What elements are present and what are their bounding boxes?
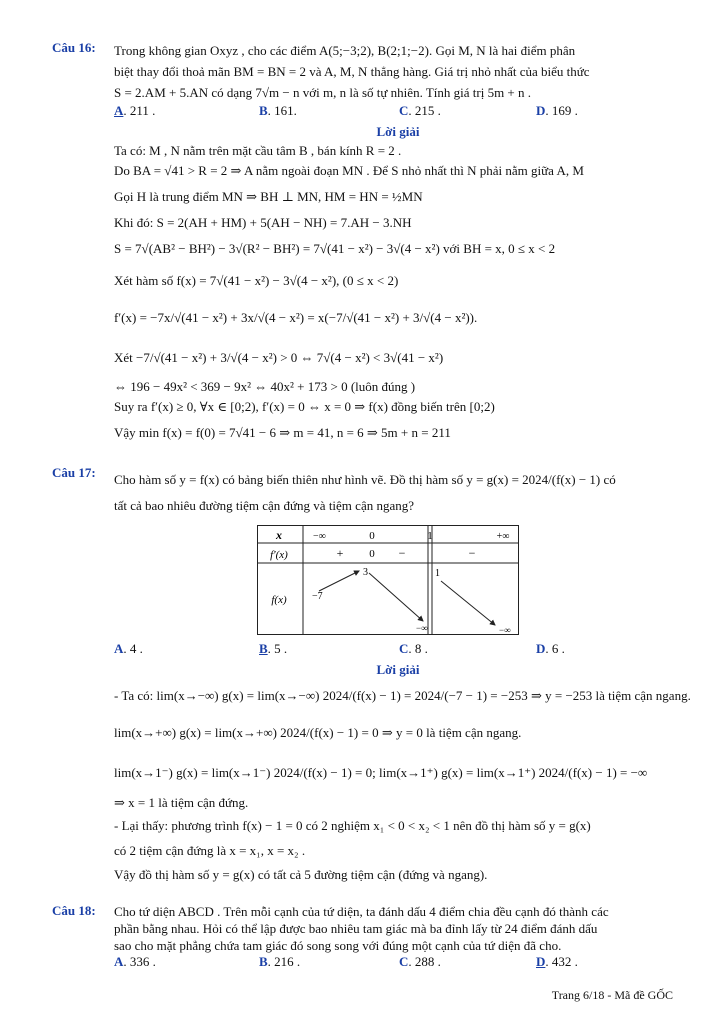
solution-line: - Ta có: lim(x→−∞) g(x) = lim(x→−∞) 2024/(f(x) − 1) = 2024/(−7 − 1) = −253 ⇒ y = −253 là tiệm cận ngang. [114, 688, 691, 703]
stem-line: biệt thay đổi thoả mãn BM = BN = 2 và A, M, N thẳng hàng. Giá trị nhỏ nhất của biểu thức [114, 64, 590, 79]
option-b[interactable]: B. 216 . [259, 954, 301, 969]
option-a[interactable]: A. 336 . [114, 954, 156, 969]
option-c[interactable]: C. 215 . [399, 103, 441, 118]
stem-line: S = 2.AM + 5.AN có dạng 7√m − n với m, n là số tự nhiên. Tính giá trị 5m + n . [114, 85, 532, 100]
question-stem [114, 40, 682, 103]
stem-line: tất cả bao nhiêu đường tiệm cận đứng và tiệm cận ngang? [114, 498, 415, 513]
solution-line: S = 7√(AB² − BH²) − 3√(R² − BH²) = 7√(41 − x²) − 3√(4 − x²) với BH = x, 0 ≤ x < 2 [114, 241, 556, 256]
option-c[interactable]: C. 8 . [399, 641, 428, 656]
table-x-zero: 0 [369, 530, 375, 542]
solution-title: Lời giải [376, 662, 420, 677]
table-fp-zero: 0 [369, 548, 375, 560]
page-footer: Trang 6/18 - Mã đề GỐC [551, 988, 673, 1002]
table-fp-plus: + [336, 546, 344, 560]
table-x-pos-inf: +∞ [496, 531, 510, 542]
solution-line: Xét hàm số f(x) = 7√(41 − x²) − 3√(4 − x²), (0 ≤ x < 2) [114, 273, 399, 288]
solution-line: có 2 tiệm cận đứng là x = x₁, x = x₂ . [114, 843, 306, 858]
solution-line: lim(x→1⁻) g(x) = lim(x→1⁻) 2024/(f(x) − 1) = 0; lim(x→1⁺) g(x) = lim(x→1⁺) 2024/(f(x) − 1) = −∞ [114, 765, 648, 780]
solution-line: Gọi H là trung điểm MN ⇒ BH ⊥ MN, HM = HN = ½MN [114, 189, 423, 204]
table-x-neg-inf: −∞ [313, 531, 326, 542]
table-x-label: x [276, 528, 282, 542]
question-17 [52, 465, 691, 887]
stem-line: Cho tứ diện ABCD . Trên mỗi cạnh của tứ diện, ta đánh dấu 4 điểm chia đều cạnh đó thành các [114, 904, 609, 919]
table-f-left: −7 [312, 591, 323, 602]
table-f-end: −∞ [499, 625, 511, 635]
question-label: Câu 18: [52, 903, 96, 918]
option-d[interactable]: D. 6 . [536, 641, 565, 656]
option-b[interactable]: B. 161. [259, 103, 297, 118]
answer-options [114, 103, 682, 123]
question-stem [114, 465, 682, 517]
answer-options [114, 641, 682, 661]
question-16 [52, 40, 682, 449]
question-18 [52, 903, 682, 974]
answer-options [114, 954, 682, 974]
option-a[interactable]: A. 211 . [114, 103, 156, 118]
variation-table [257, 525, 519, 635]
table-arrow-down-left [369, 573, 423, 621]
option-d[interactable]: D. 169 . [536, 103, 578, 118]
solution-line: f′(x) = −7x/√(41 − x²) + 3x/√(4 − x²) = x(−7/√(41 − x²) + 3/√(4 − x²)). [114, 310, 478, 325]
solution-line: lim(x→+∞) g(x) = lim(x→+∞) 2024/(f(x) − 1) = 0 ⇒ y = 0 là tiệm cận ngang. [114, 725, 522, 740]
solution-line: ⇒ x = 1 là tiệm cận đứng. [114, 795, 249, 810]
solution-line: Ta có: M , N nằm trên mặt cầu tâm B , bán kính R = 2 . [114, 143, 402, 158]
solution-line: Khi đó: S = 2(AH + HM) + 5(AH − NH) = 7.AH − 3.NH [114, 215, 412, 230]
table-f-label: f(x) [271, 594, 287, 606]
stem-line: sao cho mặt phẳng chứa tam giác đó song song với đúng một cạnh của tứ diện đã cho. [114, 938, 562, 953]
solution-body [52, 141, 682, 449]
option-c[interactable]: C. 288 . [399, 954, 441, 969]
solution-line: Suy ra f′(x) ≥ 0, ∀x ∈ [0;2), f′(x) = 0 ⇔ x = 0 ⇒ f(x) đồng biến trên [0;2) [114, 399, 495, 414]
solution-body [52, 679, 691, 887]
stem-line: phần bằng nhau. Hỏi có thể lập được bao nhiêu tam giác mà ba đỉnh lấy từ 24 điểm đánh dấu [114, 921, 598, 936]
solution-line: Vậy min f(x) = f(0) = 7√41 − 6 ⇒ m = 41, n = 6 ⇒ 5m + n = 211 [114, 425, 451, 440]
solution-line: - Lại thấy: phương trình f(x) − 1 = 0 có 2 nghiệm x₁ < 0 < x₂ < 1 nên đồ thị hàm số y = g(x) [114, 818, 591, 833]
table-f-max: 3 [363, 567, 368, 578]
table-fprime-label: f′(x) [270, 549, 288, 561]
stem-line: Trong không gian Oxyz , cho các điểm A(5;−3;2), B(2;1;−2). Gọi M, N là hai điểm phân [114, 43, 576, 58]
solution-line: Xét −7/√(41 − x²) + 3/√(4 − x²) > 0 ⇔ 7√(4 − x²) < 3√(41 − x²) [114, 350, 444, 365]
solution-line: ⇔ 196 − 49x² < 369 − 9x² ⇔ 40x² + 173 > 0 (luôn đúng ) [114, 379, 416, 394]
solution-title: Lời giải [376, 124, 420, 139]
table-fp-minus-left: − [398, 546, 406, 560]
solution-line: Do BA = √41 > R = 2 ⇒ A nằm ngoài đoạn MN . Để S nhỏ nhất thì N phải nằm giữa A, M [114, 163, 584, 178]
table-arrow-down-right [441, 581, 495, 625]
option-b[interactable]: B. 5 . [259, 641, 288, 656]
question-label: Câu 17: [52, 465, 96, 480]
option-d[interactable]: D. 432 . [536, 954, 578, 969]
table-fp-minus-right: − [468, 546, 476, 560]
table-arrow-up [319, 571, 359, 591]
option-a[interactable]: A. 4 . [114, 641, 143, 656]
table-f-right-start: 1 [435, 568, 440, 579]
stem-line: Cho hàm số y = f(x) có bảng biến thiên như hình vẽ. Đồ thị hàm số y = g(x) = 2024/(f(x) − 1) có [114, 472, 616, 487]
question-stem [114, 903, 682, 954]
table-x-one: 1 [427, 530, 433, 542]
solution-line: Vậy đồ thị hàm số y = g(x) có tất cả 5 đường tiệm cận (đứng và ngang). [114, 867, 488, 882]
table-f-down-inf: −∞ [416, 623, 428, 633]
question-label: Câu 16: [52, 40, 96, 55]
